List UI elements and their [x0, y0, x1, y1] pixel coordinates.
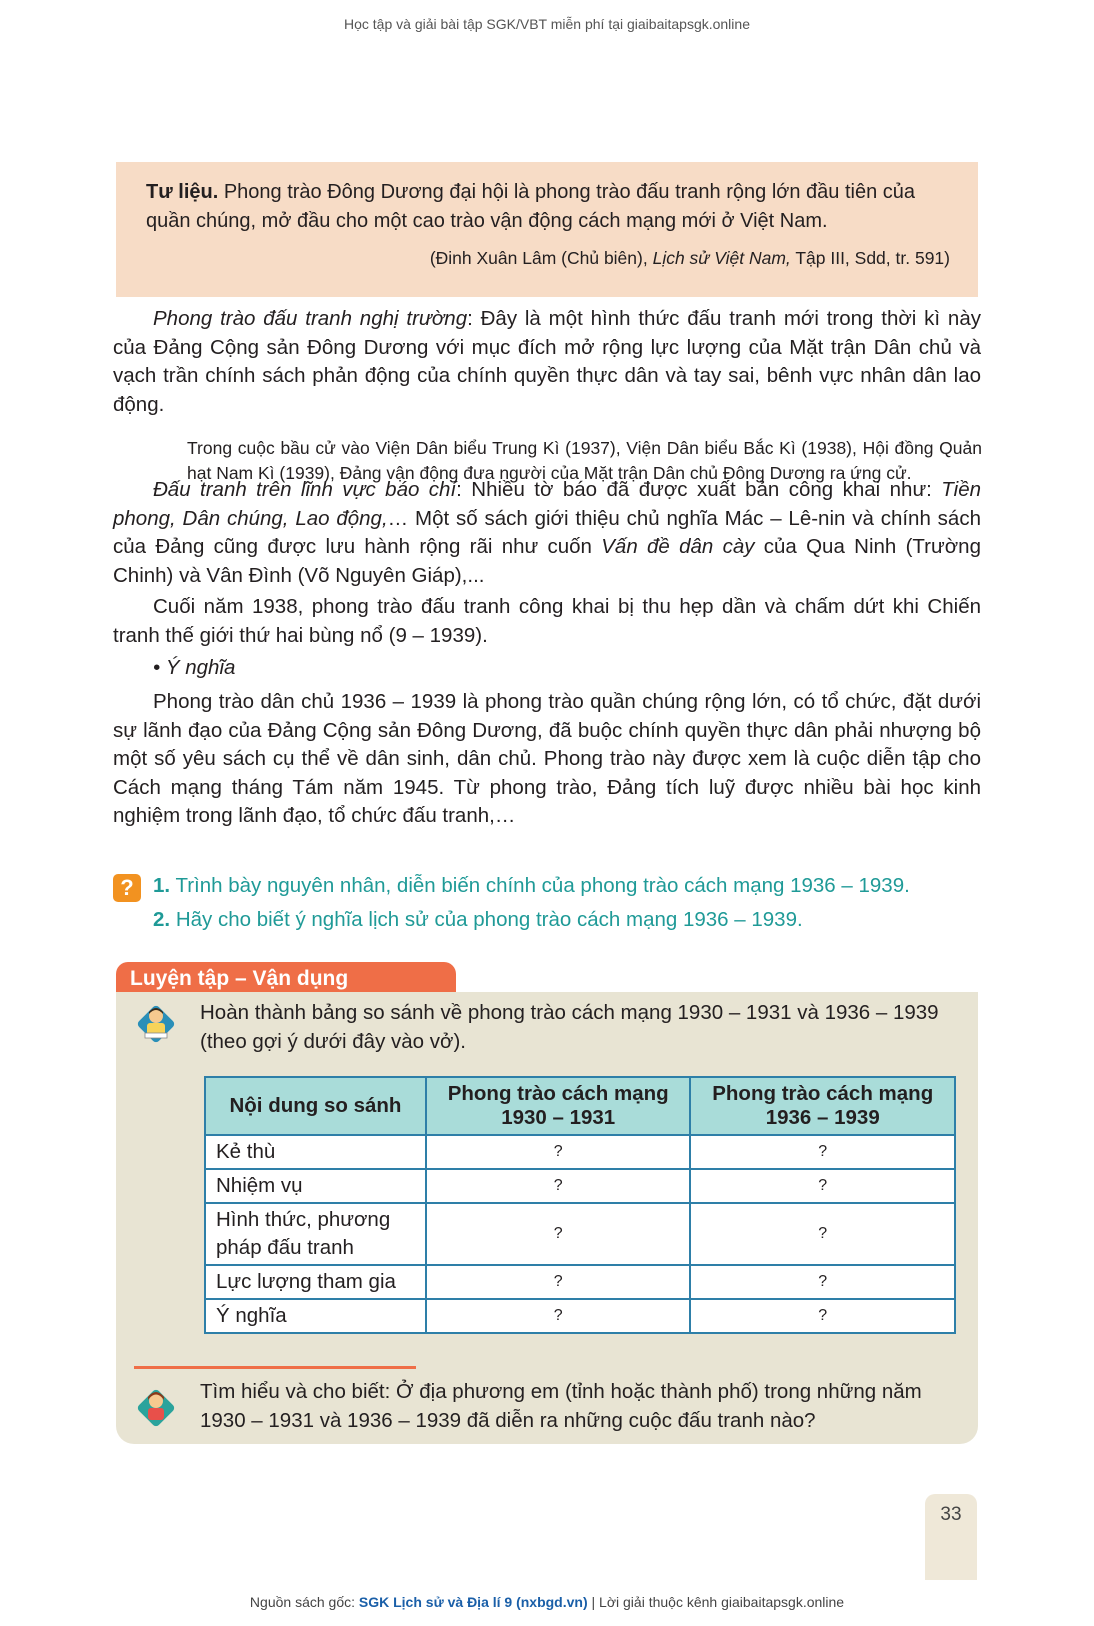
- paragraph-lead: Phong trào đấu tranh nghị trường: [153, 307, 468, 330]
- paragraph-text: : Nhiều tờ báo đã được xuất bản công khai như:: [456, 478, 942, 501]
- table-cell: ?: [690, 1135, 955, 1169]
- paragraph-significance: Phong trào dân chủ 1936 – 1939 là phong trào quần chúng rộng lớn, có tổ chức, đặt dưới sự lãnh đạo của Đảng Cộng sản Đông Dương, đã buộc chính quyền thực dân phải nhượng bộ một số yêu sách cụ thể về dân sinh, dân chủ. Phong trào này được xem là cuộc diễn tập cho Cách mạng tháng Tám năm 1945. Từ phong trào, Đảng tích luỹ được nhiều bài học kinh nghiệm trong lãnh đạo, tổ chức đấu tranh,…: [113, 690, 981, 827]
- table-cell: ?: [690, 1299, 955, 1333]
- quote-box: [116, 162, 978, 297]
- page-header: Học tập và giải bài tập SGK/VBT miễn phí tại giaibaitapsgk.online: [344, 16, 750, 32]
- page-number: 33: [940, 1504, 962, 1525]
- table-cell: ?: [690, 1169, 955, 1203]
- question-1: [153, 874, 910, 898]
- paragraph-press: [113, 476, 981, 590]
- quote-text: Phong trào Đông Dương đại hội là phong trào đấu tranh rộng lớn đầu tiên của quần chúng, mở đầu cho một cao trào vận động cách mạng mới ở Việt Nam.: [146, 181, 916, 232]
- table-header: Phong trào cách mạng 1936 – 1939: [690, 1077, 955, 1135]
- table-cell: Kẻ thù: [205, 1135, 426, 1169]
- comparison-table: [204, 1076, 956, 1334]
- table-cell: ?: [690, 1203, 955, 1265]
- quote-source-title: Lịch sử Việt Nam,: [652, 248, 791, 268]
- newspaper-names: Tiền phong, Dân chúng, Lao động,: [113, 478, 981, 530]
- paragraph-text: : Đây là một hình thức đấu tranh mới trong thời kì này của Đảng Cộng sản Đông Dương với mục đích mở rộng lực lượng của Mặt trận Dân chủ và vạch trần chính sách phản động của chính quyền thực dân và tay sai, bênh vực nhân dân lao động.: [113, 307, 981, 416]
- book-title: Vấn đề dân cày: [601, 535, 755, 558]
- table-row: [205, 1203, 955, 1265]
- section-divider: [134, 1366, 416, 1369]
- quote-label: Tư liệu.: [146, 181, 219, 203]
- footer-source-link[interactable]: SGK Lịch sử và Địa lí 9 (nxbgd.vn): [358, 1594, 588, 1610]
- paragraph-text: … Một số sách giới thiệu chủ nghĩa Mác – Lê-nin và chính sách của Đảng cũng được lưu hành rộng rãi như cuốn: [113, 506, 981, 558]
- table-cell: Nhiệm vụ: [205, 1169, 426, 1203]
- paragraph-end-1938: Cuối năm 1938, phong trào đấu tranh công khai bị thu hẹp dần và chấm dứt khi Chiến tranh thế giới thứ hai bùng nổ (9 – 1939).: [113, 595, 981, 647]
- footer-suffix: | Lời giải thuộc kênh giaibaitapsgk.online: [587, 1594, 845, 1610]
- task-local-research: Tìm hiểu và cho biết: Ở địa phương em (tỉnh hoặc thành phố) trong những năm 1930 – 1931 và 1936 – 1939 đã diễn ra những cuộc đấu tranh nào?: [200, 1380, 922, 1432]
- footer-prefix: Nguồn sách gốc:: [249, 1594, 359, 1610]
- table-cell: Lực lượng tham gia: [205, 1265, 426, 1299]
- page-number-tab: [925, 1494, 977, 1580]
- table-header: Phong trào cách mạng 1930 – 1931: [426, 1077, 691, 1135]
- question-2: [153, 908, 803, 932]
- table-row: [205, 1265, 955, 1299]
- student-research-icon: [132, 1384, 180, 1432]
- table-header-row: [205, 1077, 955, 1135]
- practice-title: Luyện tập – Vận dụng: [130, 967, 349, 990]
- quote-source-prefix: (Đinh Xuân Lâm (Chủ biên),: [429, 248, 648, 268]
- table-cell: Hình thức, phương pháp đấu tranh: [205, 1203, 426, 1265]
- student-writing-icon: [132, 1000, 180, 1048]
- question-2-number: 2.: [153, 908, 171, 931]
- table-cell: ?: [426, 1203, 691, 1265]
- table-cell: ?: [690, 1265, 955, 1299]
- task-compare-instruction: Hoàn thành bảng so sánh về phong trào cách mạng 1930 – 1931 và 1936 – 1939 (theo gợi ý dưới đây vào vở).: [200, 1001, 939, 1053]
- significance-heading: [113, 654, 981, 683]
- table-cell: Ý nghĩa: [205, 1299, 426, 1333]
- question-1-number: 1.: [153, 874, 171, 897]
- election-note: Trong cuộc bầu cử vào Viện Dân biểu Trung Kì (1937), Viện Dân biểu Bắc Kì (1938), Hội đồng Quản hạt Nam Kì (1939), Đảng vận động đưa người của Mặt trận Dân chủ Đông Dương ra ứng cử.: [187, 438, 982, 483]
- table-cell: ?: [426, 1135, 691, 1169]
- question-2-text: Hãy cho biết ý nghĩa lịch sử của phong trào cách mạng 1936 – 1939.: [175, 908, 803, 931]
- quote-source-suffix: Tập III, Sdd, tr. 591): [795, 248, 950, 268]
- table-header: Nội dung so sánh: [205, 1077, 426, 1135]
- question-mark-icon: ?: [113, 874, 141, 902]
- table-cell: ?: [426, 1169, 691, 1203]
- quote-text-block: [146, 178, 950, 236]
- table-row: [205, 1169, 955, 1203]
- practice-box: [116, 992, 978, 1444]
- question-1-text: Trình bày nguyên nhân, diễn biến chính của phong trào cách mạng 1936 – 1939.: [175, 874, 910, 897]
- table-row: [205, 1299, 955, 1333]
- table-cell: ?: [426, 1265, 691, 1299]
- table-row: [205, 1135, 955, 1169]
- significance-heading-text: • Ý nghĩa: [153, 656, 236, 679]
- paragraph-lead: Đấu tranh trên lĩnh vực báo chí: [153, 478, 457, 501]
- page-footer: [0, 1594, 1094, 1610]
- paragraph-text: của Qua Ninh (Trường Chinh) và Vân Đình (Võ Nguyên Giáp),...: [113, 535, 981, 587]
- table-cell: ?: [426, 1299, 691, 1333]
- paragraph-parliament: [113, 305, 981, 419]
- quote-source: [146, 244, 950, 273]
